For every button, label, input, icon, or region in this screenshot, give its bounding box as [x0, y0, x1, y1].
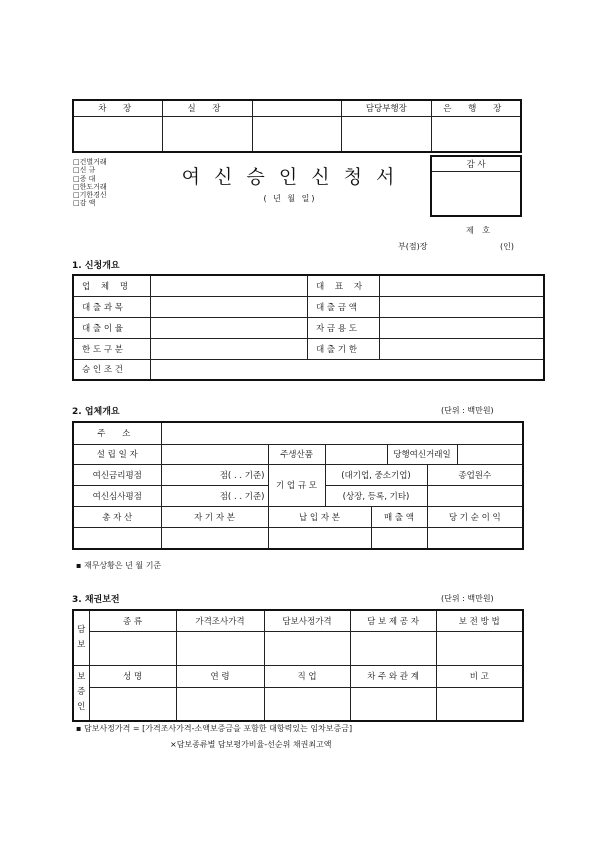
field-label-approval-terms: 승 인 조 건: [73, 359, 151, 380]
field-value[interactable]: [161, 444, 268, 464]
field-label-ceo: 대 표 자: [308, 275, 380, 296]
section1-table: [72, 274, 545, 381]
point-ref[interactable]: 점( . . 기준): [161, 464, 268, 485]
fin-value[interactable]: [427, 527, 523, 549]
point-ref[interactable]: 점( . . 기준): [161, 485, 268, 506]
field-label-loan-amount: 대 출 금 액: [308, 296, 380, 317]
section1-title: 1. 신청개요: [72, 261, 120, 271]
sign-box[interactable]: [252, 116, 341, 152]
section3-unit: (단위 : 백만원): [441, 594, 494, 603]
field-label-review-eval: 여신심사평점: [73, 485, 161, 506]
section3-title: 3. 채권보전: [72, 595, 120, 605]
sign-box[interactable]: [342, 116, 431, 152]
sign-box[interactable]: [163, 116, 252, 152]
loan-type-item[interactable]: □신 규: [73, 166, 96, 175]
loan-type-list: [73, 158, 107, 208]
scale-option-1[interactable]: (대기업, 중소기업): [325, 464, 427, 485]
section3-note-1: ▪ 담보사정가격 = [가격조사가격-소액보증금을 포함한 대항력있는 임차보증금]: [76, 724, 353, 733]
field-value[interactable]: [380, 317, 545, 338]
field-value[interactable]: [151, 317, 308, 338]
approval-cell-president: 은 행 장: [431, 100, 521, 116]
fin-value[interactable]: [161, 527, 268, 549]
collateral-header-assessed: 담보사정가격: [264, 610, 350, 631]
section2-title: 2. 업체개요: [72, 407, 120, 417]
field-label-est-date: 설 립 일 자: [73, 444, 161, 464]
sign-box[interactable]: [73, 116, 163, 152]
loan-type-item[interactable]: □기한경신: [73, 191, 107, 200]
field-label-employees: 종업원수: [427, 464, 523, 485]
fin-value[interactable]: [73, 527, 161, 549]
field-label-rate-eval: 여신금리평점: [73, 464, 161, 485]
doc-number: 제 호: [466, 226, 493, 235]
loan-type-item[interactable]: □건별거래: [73, 158, 107, 166]
approval-cell-vice-president: 담당부행장: [342, 100, 431, 116]
seal-mark: (인): [500, 242, 514, 251]
field-label-fund-use: 자 금 용 도: [308, 317, 380, 338]
dept-head-label: 부(점)장: [398, 242, 428, 251]
field-label-address: 주 소: [73, 422, 161, 444]
field-label-interest-rate: 대 출 이 율: [73, 317, 151, 338]
field-value[interactable]: [325, 444, 387, 464]
approval-cell-blank: [252, 100, 341, 116]
guarantor-header-relation: 차 주 와 관 계: [350, 665, 436, 687]
collateral-header-method: 보 전 방 법: [436, 610, 523, 631]
scale-option-2[interactable]: (상장, 등록, 기타): [325, 485, 427, 506]
collateral-header-type: 종 류: [89, 610, 176, 631]
field-value[interactable]: [380, 275, 545, 296]
guarantor-value[interactable]: [89, 687, 176, 721]
fin-value[interactable]: [268, 527, 371, 549]
field-value[interactable]: [151, 296, 308, 317]
fin-header-net-income: 당 기 순 이 익: [427, 506, 523, 527]
fin-header-equity: 자 기 자 본: [161, 506, 268, 527]
collateral-header-appraisal: 가격조사가격: [176, 610, 264, 631]
field-value[interactable]: [151, 338, 308, 359]
collateral-value[interactable]: [436, 631, 523, 665]
guarantor-value[interactable]: [436, 687, 523, 721]
fin-value[interactable]: [371, 527, 427, 549]
collateral-value[interactable]: [350, 631, 436, 665]
field-value[interactable]: [380, 338, 545, 359]
section3-table: [72, 609, 524, 722]
guarantor-label: 보 증 인: [73, 665, 89, 721]
audit-sign-box[interactable]: [431, 171, 521, 216]
field-value[interactable]: [161, 422, 523, 444]
guarantor-value[interactable]: [264, 687, 350, 721]
field-value[interactable]: [151, 275, 308, 296]
field-label-scale: 기 업 규 모: [268, 464, 325, 506]
field-label-loan-subject: 대 출 과 목: [73, 296, 151, 317]
collateral-value[interactable]: [264, 631, 350, 665]
field-label-company: 업 체 명: [73, 275, 151, 296]
audit-label: 감 사: [431, 156, 521, 171]
audit-box: [430, 155, 522, 217]
section2-unit: (단위 : 백만원): [441, 406, 494, 415]
field-value[interactable]: [151, 359, 545, 380]
collateral-value[interactable]: [176, 631, 264, 665]
field-label-bank-since: 당행여신거래일: [387, 444, 457, 464]
page-title: 여 신 승 인 신 청 서: [181, 166, 399, 188]
fin-header-total-assets: 총 자 산: [73, 506, 161, 527]
collateral-header-provider: 담 보 제 공 자: [350, 610, 436, 631]
field-value[interactable]: [457, 444, 523, 464]
title-date: ( 년 월 일): [263, 194, 317, 203]
guarantor-header-remarks: 비 고: [436, 665, 523, 687]
guarantor-value[interactable]: [350, 687, 436, 721]
collateral-label: 담 보: [73, 610, 89, 665]
fin-header-sales: 매 출 액: [371, 506, 427, 527]
section2-note: ▪ 재무상황은 년 월 기준: [76, 561, 162, 570]
approval-table: [72, 99, 522, 153]
section3-note-2: ×담보종류별 담보평가비율-선순위 채권최고액: [170, 740, 332, 749]
sign-box[interactable]: [431, 116, 521, 152]
field-label-loan-term: 대 출 기 한: [308, 338, 380, 359]
fin-header-paid-in: 납 입 자 본: [268, 506, 371, 527]
field-value[interactable]: [380, 296, 545, 317]
guarantor-value[interactable]: [176, 687, 264, 721]
loan-type-item[interactable]: □한도거래: [73, 182, 107, 191]
approval-cell-vice-director: 차 장: [73, 100, 163, 116]
guarantor-header-job: 직 업: [264, 665, 350, 687]
loan-type-item[interactable]: □증 대: [73, 174, 96, 183]
collateral-value[interactable]: [89, 631, 176, 665]
approval-cell-director: 실 장: [163, 100, 252, 116]
guarantor-header-age: 연 령: [176, 665, 264, 687]
field-label-product: 주생산품: [268, 444, 325, 464]
section2-table: [72, 421, 524, 550]
guarantor-header-name: 성 명: [89, 665, 176, 687]
field-value[interactable]: [427, 485, 523, 506]
field-label-limit-type: 한 도 구 분: [73, 338, 151, 359]
loan-type-item[interactable]: □감 액: [73, 199, 96, 208]
